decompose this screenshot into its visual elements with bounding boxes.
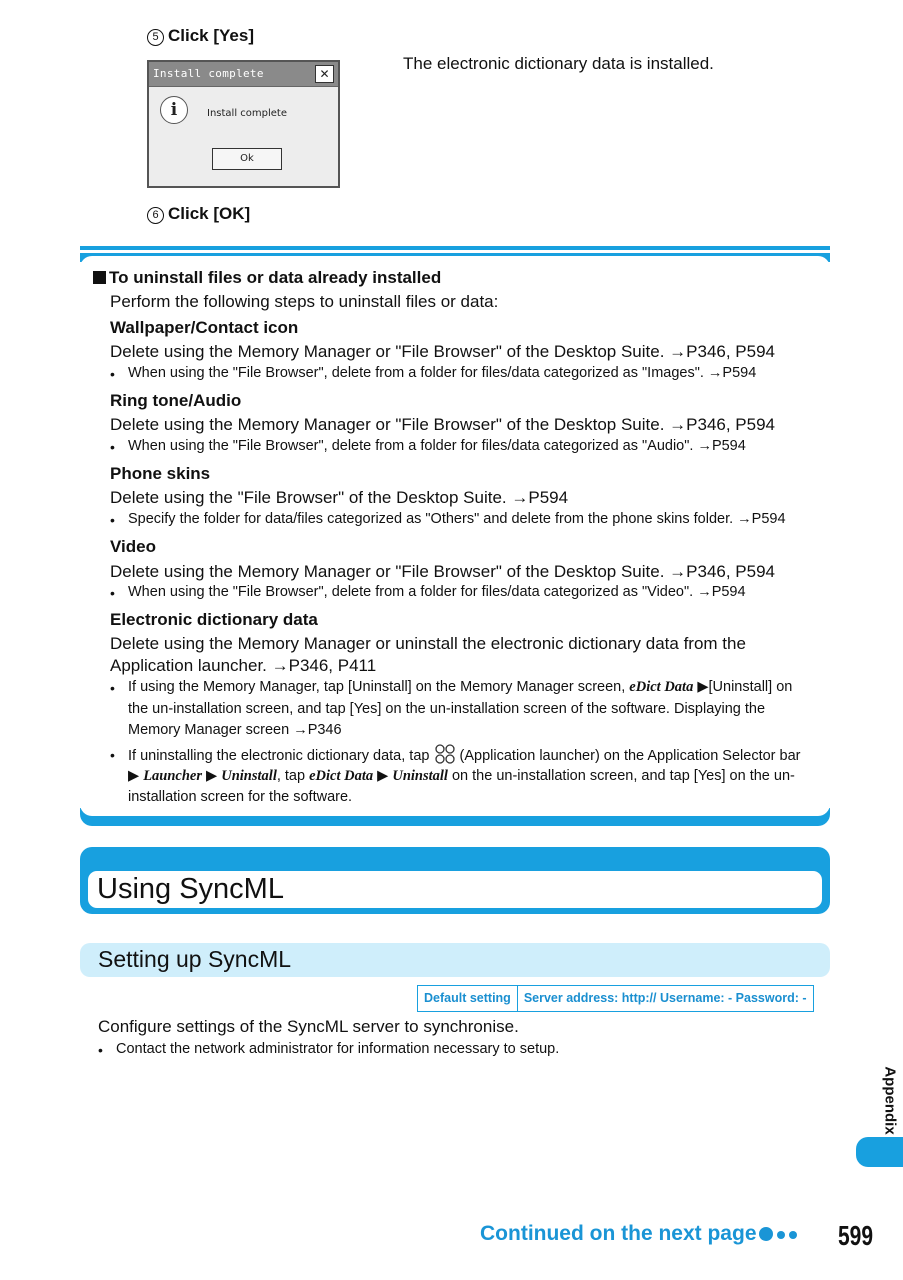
continued-text: Continued on the next page (480, 1222, 757, 1245)
dict-note2-tap: , tap (276, 768, 306, 784)
dict-note2-line3: installation screen for the software. (128, 789, 353, 805)
syncml-body: Configure settings of the SyncML server to synchronise. (98, 1017, 519, 1036)
subsection-banner (80, 943, 830, 977)
install-complete-dialog (147, 60, 340, 188)
uninstall-label: Uninstall (221, 768, 277, 784)
uninstall-intro: Perform the following steps to uninstall files or data: (110, 292, 499, 311)
app-launcher-icon (434, 744, 456, 764)
video-note: When using the "File Browser", delete from a folder for files/data categorized as "Video". →P594 (128, 584, 746, 600)
dot-icon (789, 1231, 797, 1239)
default-setting-box (417, 985, 814, 1012)
ringtone-title: Ring tone/Audio (110, 391, 242, 410)
skins-title: Phone skins (110, 464, 211, 483)
wallpaper-note: When using the "File Browser", delete from a folder for files/data categorized as "Images". →P594 (128, 365, 757, 381)
dict-body-line1: Delete using the Memory Manager or uninstall the electronic dictionary data from the (110, 634, 746, 653)
dict-title: Electronic dictionary data (110, 610, 318, 629)
dot-icon (777, 1231, 785, 1239)
step-5-description: The electronic dictionary data is installed. (403, 54, 714, 73)
section-title: Using SyncML (97, 873, 284, 905)
appendix-side-label: Appendix (881, 1066, 899, 1135)
triangle-arrow-icon: ▶ (206, 768, 218, 784)
triangle-arrow-icon: ▶ (377, 768, 389, 784)
appendix-side-tab (856, 1137, 903, 1167)
bullet-icon: • (110, 680, 115, 696)
dict-note1-line2: the un-installation screen, and tap [Yes] on the un-installation screen of the software. Displaying the (128, 701, 766, 717)
bullet-icon: • (110, 512, 115, 528)
skins-body: Delete using the "File Browser" of the Desktop Suite. →P594 (110, 488, 569, 507)
skins-note: Specify the folder for data/files categorized as "Others" and delete from the phone skins folder. →P594 (128, 511, 786, 527)
default-setting-label: Default setting (418, 986, 518, 1011)
dot-icon (759, 1227, 773, 1241)
bullet-icon: • (110, 366, 115, 382)
step-5-label: Click [Yes] (168, 26, 254, 45)
ringtone-body: Delete using the Memory Manager or "File Browser" of the Desktop Suite. →P346, P594 (110, 415, 776, 434)
triangle-arrow-icon: ▶ (128, 768, 140, 784)
page-number: 599 (838, 1220, 874, 1251)
ringtone-note: When using the "File Browser", delete from a folder for files/data categorized as "Audio". →P594 (128, 438, 746, 454)
dict-note2-line2 (128, 766, 795, 788)
uninstall-heading-text: To uninstall files or data already installed (109, 268, 442, 287)
dict-note2-text-b: (Application launcher) on the Application Selector bar (459, 748, 801, 764)
default-setting-value: Server address: http:// Username: - Password: - (523, 991, 807, 1005)
section-banner-inner (88, 871, 822, 908)
dict-note1-text-a: If using the Memory Manager, tap [Uninstall] on the Memory Manager screen, (128, 679, 626, 695)
edict-data-label: eDict Data (629, 679, 694, 695)
dialog-message: Install complete (207, 108, 287, 119)
dialog-title: Install complete (149, 62, 338, 87)
dict-note2-line1 (128, 744, 801, 768)
box-top-rule (80, 246, 830, 250)
edict-data-label: eDict Data (309, 768, 374, 784)
bullet-icon: • (110, 747, 115, 763)
video-title: Video (110, 537, 156, 556)
ok-button[interactable]: Ok (212, 148, 282, 170)
step-5-heading (147, 26, 254, 46)
dict-note2-text-c: on the un-installation screen, and tap [Yes] on the un- (451, 768, 795, 784)
wallpaper-body: Delete using the Memory Manager or "File Browser" of the Desktop Suite. →P346, P594 (110, 342, 776, 361)
dict-note1-line3: Memory Manager screen →P346 (128, 722, 342, 738)
step-6-label: Click [OK] (168, 204, 251, 223)
triangle-arrow-icon: ▶ (697, 679, 709, 695)
bullet-icon: • (98, 1042, 103, 1058)
step-number-circle: 6 (147, 207, 164, 224)
syncml-note: Contact the network administrator for information necessary to setup. (116, 1041, 560, 1057)
subsection-title: Setting up SyncML (98, 946, 292, 972)
dict-note1-line1 (128, 677, 792, 699)
square-bullet-icon (93, 271, 106, 284)
wallpaper-title: Wallpaper/Contact icon (110, 318, 299, 337)
dict-note2-text-a: If uninstalling the electronic dictionary data, tap (128, 748, 430, 764)
section-banner (80, 847, 830, 914)
dict-body-line2: Application launcher. →P346, P411 (110, 656, 377, 675)
info-icon: i (160, 96, 188, 124)
bullet-icon: • (110, 585, 115, 601)
dict-note1-text-c: [Uninstall] on (708, 679, 793, 695)
continued-notice (480, 1222, 797, 1246)
close-icon[interactable]: ✕ (315, 65, 334, 83)
step-6-heading (147, 204, 250, 224)
uninstall-label: Uninstall (392, 768, 448, 784)
video-body: Delete using the Memory Manager or "File Browser" of the Desktop Suite. →P346, P594 (110, 562, 776, 581)
bullet-icon: • (110, 439, 115, 455)
uninstall-heading (93, 268, 441, 288)
launcher-label: Launcher (143, 768, 203, 784)
step-number-circle: 5 (147, 29, 164, 46)
